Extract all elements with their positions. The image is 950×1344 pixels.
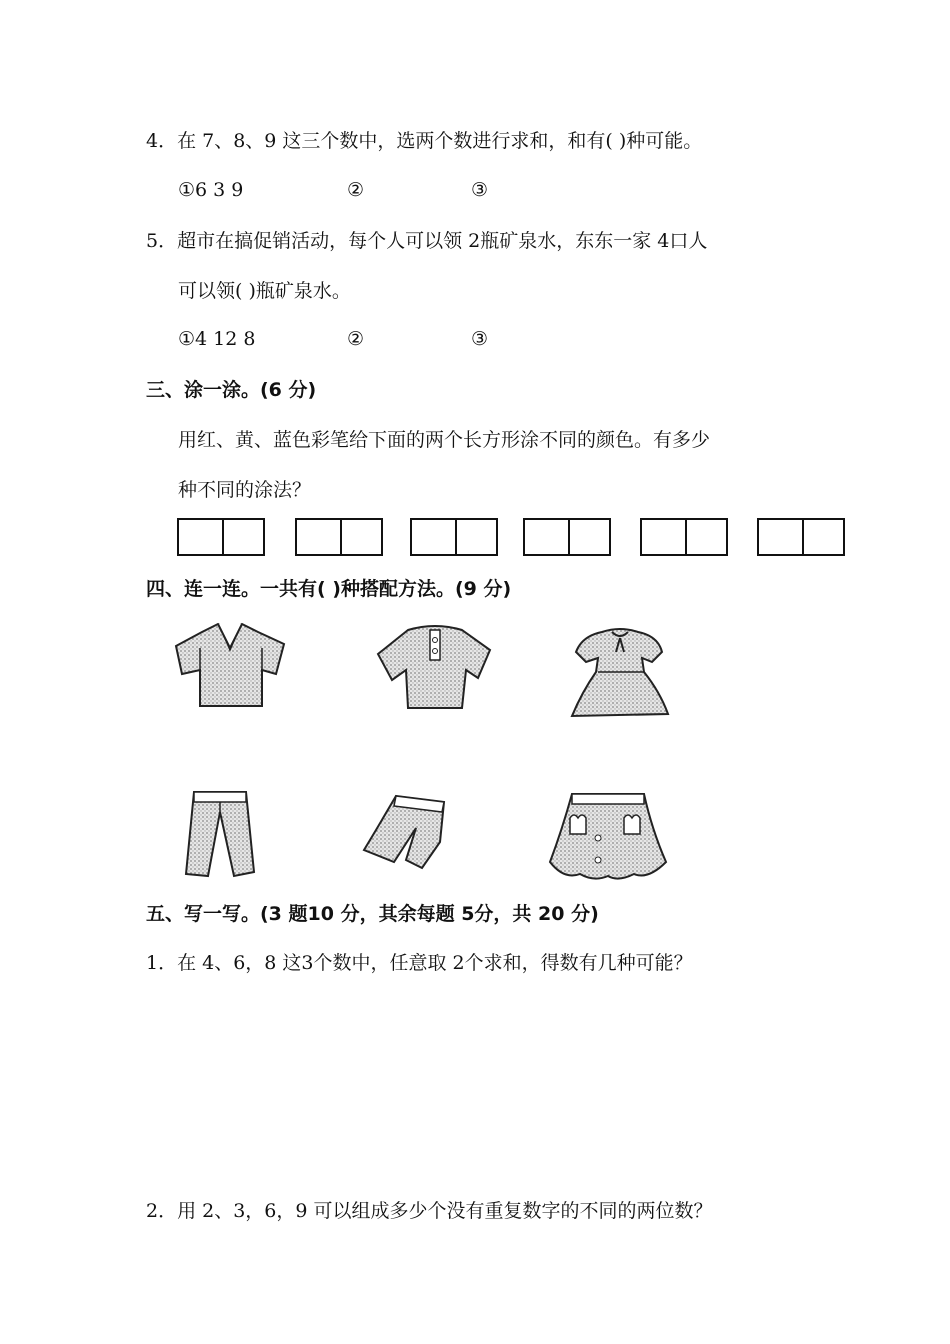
coloring-rect-pair-5[interactable] — [640, 518, 728, 556]
long-pants-icon[interactable] — [178, 788, 258, 880]
section-5-question-2: 2．用 2、3，6，9 可以组成多少个没有重复数字的不同的两位数？ — [146, 1200, 713, 1222]
q5-option-2: ② — [347, 328, 365, 350]
dress-icon[interactable] — [568, 622, 672, 718]
section-4-title: 四、连一连。一共有( )种搭配方法。(9 分) — [146, 578, 512, 600]
coloring-rect-pair-1[interactable] — [177, 518, 265, 556]
polo-shirt-icon[interactable] — [172, 618, 288, 710]
q5-option-1: ①4 12 8 — [178, 328, 256, 350]
question-4: 4．在 7、8、9 这三个数中，选两个数进行求和，和有( )种可能。 — [146, 130, 703, 152]
q4-option-1: ①6 3 9 — [178, 179, 244, 201]
section-3-title: 三、涂一涂。(6 分) — [146, 379, 317, 401]
skirt-icon[interactable] — [548, 790, 668, 880]
section-5-question-1: 1．在 4、6，8 这3个数中，任意取 2个求和，得数有几种可能？ — [146, 952, 693, 974]
q4-option-3: ③ — [471, 179, 489, 201]
coloring-rect-pair-3[interactable] — [410, 518, 498, 556]
question-5-line-2: 可以领( )瓶矿泉水。 — [178, 280, 351, 302]
q5-option-3: ③ — [471, 328, 489, 350]
answer-area-2[interactable] — [146, 1232, 846, 1332]
t-shirt-icon[interactable] — [374, 620, 496, 712]
section-3-text-2: 种不同的涂法？ — [178, 479, 312, 501]
coloring-rect-pair-2[interactable] — [295, 518, 383, 556]
question-5-line-1: 5．超市在搞促销活动，每个人可以领 2瓶矿泉水，东东一家 4口人 — [146, 230, 708, 252]
coloring-rect-pair-6[interactable] — [757, 518, 845, 556]
coloring-rect-pair-4[interactable] — [523, 518, 611, 556]
short-pants-icon[interactable] — [360, 790, 450, 870]
section-5-title: 五、写一写。(3 题10 分，其余每题 5分，共 20 分) — [146, 903, 599, 925]
q4-option-2: ② — [347, 179, 365, 201]
section-3-text-1: 用红、黄、蓝色彩笔给下面的两个长方形涂不同的颜色。有多少 — [178, 429, 711, 451]
answer-area-1[interactable] — [146, 985, 846, 1185]
